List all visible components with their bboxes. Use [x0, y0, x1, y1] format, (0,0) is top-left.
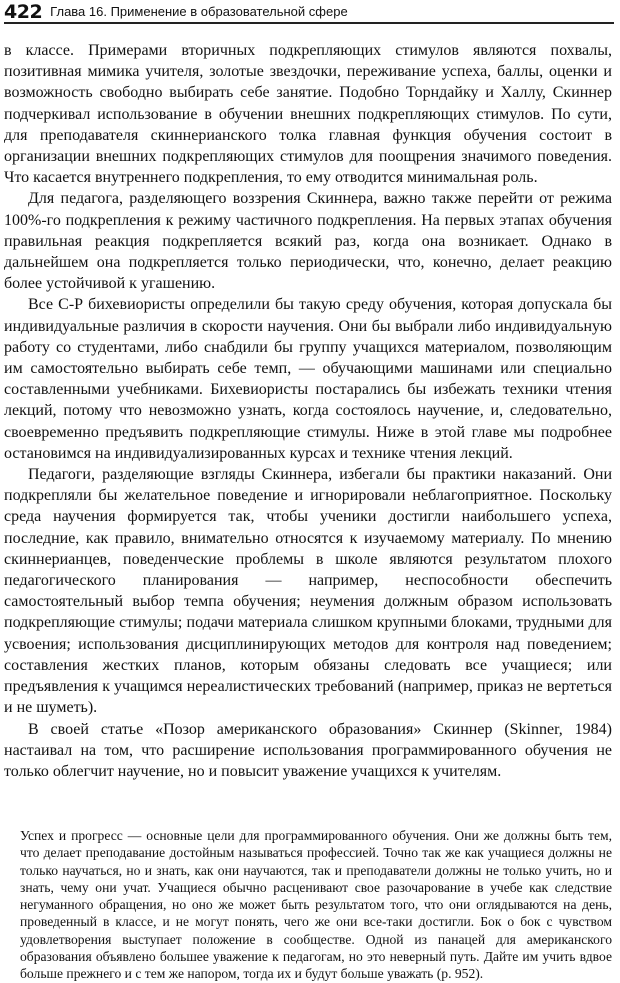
main-text	[4, 40, 612, 782]
paragraph-3: Все С-Р бихевиористы определили бы такую среду обучения, которая допускала бы индивидуальные различия в скорости научения. Они бы выбрали либо индивидуальную работу со студентами, либо снабдили бы группу учащихся материалом, позволяющим им самостоятельно выбирать себе темп, — обучающими машинами или специально составленными учебниками. Бихевиористы постарались бы избежать техники чтения лекций, потому что невозможно узнать, когда состоялось научение, и, следовательно, своевременно предъявить подкрепляющие стимулы. Ниже в этой главе мы подробнее остановимся на индивидуализированных курсах и технике чтения лекций.	[4, 296, 612, 462]
running-head: Глава 16. Применение в образовательной сфере	[50, 4, 348, 19]
paragraph-4: Педагоги, разделяющие взгляды Скиннера, избегали бы практики наказаний. Они подкрепляли бы желательное поведение и игнорировали неблагоприятное. Поскольку среда научения формируется так, чтобы ученики достигли наибольшего успеха, последние, как правило, внимательно относятся к изучаемому материалу. По мнению скиннерианцев, поведенческие проблемы в школе являются результатом плохого педагогического планирования — например, неспособности обеспечить самостоятельный выбор темпа обучения; неумения должным образом использовать подкрепляющие стимулы; подачи материала слишком крупными блоками, трудными для усвоения; использования дисциплинирующих методов для контроля над поведением; составления жестких планов, которым обязаны следовать все учащиеся; или предъявления к учащимся нереалистических требований (например, приказ не вертеться и не шуметь).	[4, 466, 612, 717]
paragraph-2: Для педагога, разделяющего воззрения Скиннера, важно также перейти от режима 100%-го подкрепления к режиму частичного подкрепления. На первых этапах обучения правильная реакция подкрепляется всякий раз, когда она возникает. Однако в дальнейшем она подкрепляется только периодически, что, конечно, делает реакцию более устойчивой к угашению.	[4, 190, 612, 293]
paragraph-1: в классе. Примерами вторичных подкрепляющих стимулов являются похвалы, позитивная мимика учителя, золотые звездочки, переживание успеха, баллы, оценки и возможность свободно выбирать себе занятие. Подобно Торндайку и Халлу, Скиннер подчеркивал использование в обучении внешних подкрепляющих стимулов. По сути, для преподавателя скиннерианского толка главная функция обучения состоит в организации внешних подкрепляющих стимулов для поощрения значимого поведения. Что касается внутреннего подкрепления, то ему отводится минимальная роль.	[4, 42, 612, 187]
quote-text: Успех и прогресс — основные цели для программированного обучения. Они же должны быть тем, что делает преподавание достойным называться профессией. Точно так же как учащиеся должны не только научаться, но и знать, как они научаются, так и преподаватели должны не только учить, но и знать, чему они учат. Учащиеся обычно расценивают свое разочарование в учебе как следствие негуманного обращения, но оно же может быть результатом того, что они оглядываются на день, проведенный в классе, и не могут понять, чего же они все-таки достигли. Бок о бок с чувством удовлетворения выступает положение в сообществе. Одной из панацей для американского образования объявлено большее уважение к педагогам, но это неверный путь. Дайте им учить вдвое больше прежнего и с тем же напором, тогда их и будут больше уважать (p. 952).	[20, 828, 612, 982]
block-quote	[20, 827, 612, 983]
page-number: 422	[4, 1, 43, 23]
paragraph-5: В своей статье «Позор американского образования» Скиннер (Skinner, 1984) настаивал на том, что расширение использования программированного обучения не только облегчит научение, но и повысит уважение учащихся к учителям.	[4, 720, 612, 780]
page-header	[4, 0, 614, 24]
